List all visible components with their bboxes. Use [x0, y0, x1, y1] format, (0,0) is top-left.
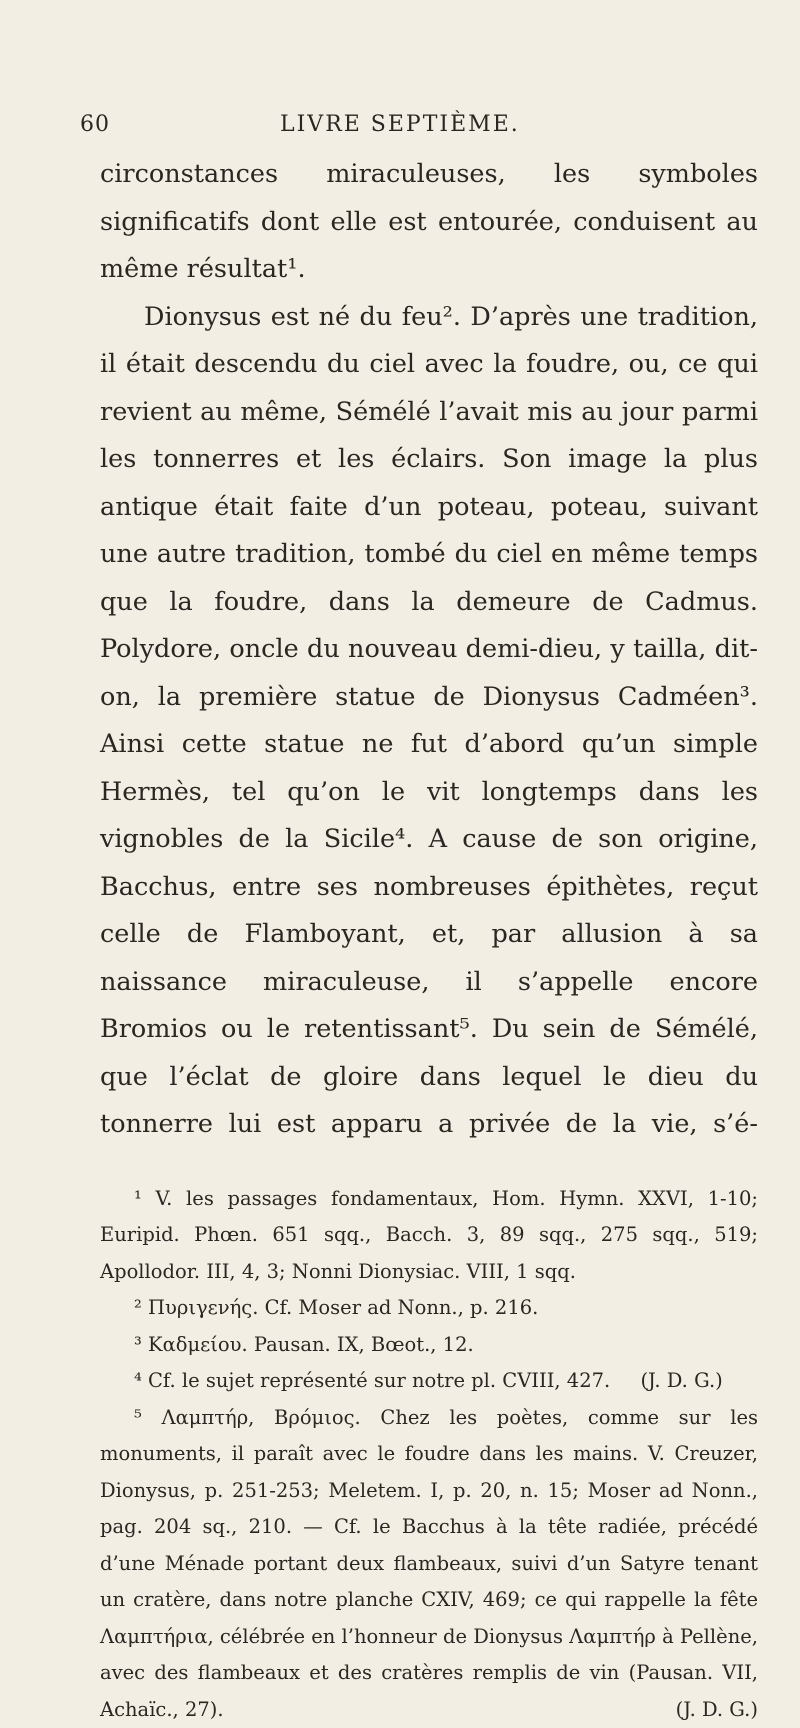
paragraph-1: circonstances miraculeuses, les symboles significatifs dont elle est entourée, conduisent au même résultat¹. — [100, 151, 758, 294]
main-text — [100, 151, 758, 1149]
footnote-4 — [100, 1363, 758, 1400]
footnote-5-text: ⁵ Λαμπτήρ, Βρόμιος. Chez les poètes, comme sur les monuments, il paraît avec le foudre dans les mains. V. Creuzer, Dionysus, p. 251-253; Meletem. I, p. 20, n. 15; Moser ad Nonn., pag. 204 sq., 210. — Cf. le Bacchus à la tête radiée, précédé d’une Ménade portant deux flambeaux, suivi d’un Satyre tenant un cratère, dans notre planche CXIV, 469; ce qui rappelle la fête Λαμπτήρια, célébrée en l’honneur de Dionysus Λαμπτήρ à Pellène, avec des flambeaux et des cratères remplis de vin (Pausan. VII, Achaïc., 27). — [100, 1406, 758, 1721]
footnote-4-text: ⁴ Cf. le sujet représenté sur notre pl. CVIII, 427. — [134, 1369, 610, 1392]
footnote-5 — [100, 1400, 758, 1728]
footnotes — [100, 1181, 758, 1728]
footnote-2: ² Πυριγενής. Cf. Moser ad Nonn., p. 216. — [100, 1290, 758, 1327]
footnote-1: ¹ V. les passages fondamentaux, Hom. Hymn. XXVI, 1-10; Euripid. Phœn. 651 sqq., Bacch. 3, 89 sqq., 275 sqq., 519; Apollodor. III, 4, 3; Nonni Dionysiac. VIII, 1 sqq. — [100, 1181, 758, 1291]
footnote-4-signature: (J. D. G.) — [640, 1369, 722, 1392]
footnote-5-signature: (J. D. G.) — [642, 1692, 758, 1728]
running-head — [100, 112, 758, 137]
footnote-3: ³ Καδμείου. Pausan. IX, Bœot., 12. — [100, 1327, 758, 1364]
page-number: 60 — [80, 112, 180, 137]
running-title: LIVRE SEPTIÈME. — [280, 112, 520, 137]
paragraph-2: Dionysus est né du feu². D’après une tradition, il était descendu du ciel avec la foudre, ou, ce qui revient au même, Sémélé l’avait mis au jour parmi les tonnerres et les éclairs. Son image la plus antique était faite d’un poteau, poteau, suivant une autre tradition, tombé du ciel en même temps que la foudre, dans la demeure de Cadmus. Polydore, oncle du nouveau demi-dieu, y tailla, dit-on, la première statue de Dionysus Cadméen³. Ainsi cette statue ne fut d’abord qu’un simple Hermès, tel qu’on le vit longtemps dans les vignobles de la Sicile⁴. A cause de son origine, Bacchus, entre ses nombreuses épithètes, reçut celle de Flamboyant, et, par allusion à sa naissance miraculeuse, il s’appelle encore Bromios ou le retentissant⁵. Du sein de Sémélé, que l’éclat de gloire dans lequel le dieu du tonnerre lui est apparu a privée de la vie, s’é- — [100, 294, 758, 1149]
